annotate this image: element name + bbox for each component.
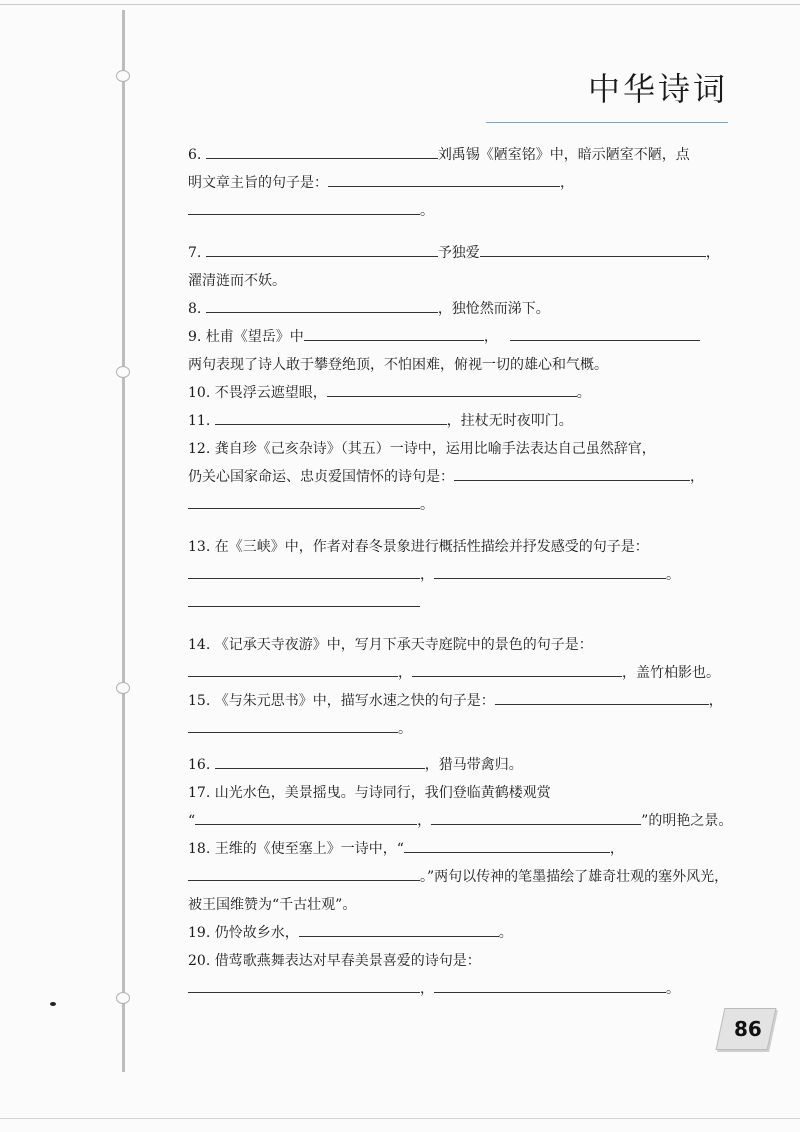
question-text: 山光水色，美景摇曳。与诗同行，我们登临黄鹤楼观赏 xyxy=(214,785,551,801)
page-top-edge xyxy=(0,4,800,5)
question-13-line3 xyxy=(188,589,733,617)
answer-blank[interactable] xyxy=(304,326,484,341)
question-6 xyxy=(188,141,733,169)
question-number: 13. xyxy=(188,539,211,555)
answer-blank[interactable] xyxy=(434,564,666,579)
question-15 xyxy=(188,687,733,715)
question-number: 8. xyxy=(188,301,202,317)
punctuation: ， xyxy=(483,329,498,345)
question-19 xyxy=(188,919,733,947)
punctuation: 。 xyxy=(420,203,434,219)
punctuation: ， xyxy=(708,693,723,709)
title-underline xyxy=(486,122,728,123)
question-18-line2 xyxy=(188,863,733,891)
answer-blank[interactable] xyxy=(495,690,709,705)
question-11 xyxy=(188,407,733,435)
answer-blank[interactable] xyxy=(188,592,420,607)
question-12-line2 xyxy=(188,463,733,491)
answer-blank[interactable] xyxy=(195,810,417,825)
question-9-line2 xyxy=(188,351,733,379)
question-number: 7. xyxy=(188,245,202,261)
answer-blank[interactable] xyxy=(188,866,420,881)
punctuation: ， xyxy=(398,665,412,681)
question-text: 予独爱 xyxy=(437,245,480,261)
question-7-line2 xyxy=(188,267,733,295)
page-title: 中华诗词 xyxy=(587,70,728,108)
punctuation: 。 xyxy=(398,721,412,737)
answer-blank[interactable] xyxy=(188,978,420,993)
answer-blank[interactable] xyxy=(188,200,420,215)
question-text: 仍怜故乡水， xyxy=(214,925,299,941)
question-6-line2 xyxy=(188,169,733,197)
punctuation: 。 xyxy=(498,925,513,941)
answer-blank[interactable] xyxy=(404,838,610,853)
punctuation: 。 xyxy=(666,981,680,997)
binding-line xyxy=(122,10,125,1072)
question-18 xyxy=(188,835,733,863)
question-text: 。”两句以传神的笔墨描绘了雄奇壮观的塞外风光， xyxy=(420,869,729,885)
answer-blank[interactable] xyxy=(188,494,420,509)
punctuation: 。 xyxy=(576,385,591,401)
answer-blank[interactable] xyxy=(206,144,438,159)
binding-hole xyxy=(116,992,130,1004)
answer-blank[interactable] xyxy=(454,466,690,481)
answer-blank[interactable] xyxy=(215,410,447,425)
punctuation: ， xyxy=(705,245,720,261)
punctuation: ， xyxy=(420,567,434,583)
question-text: 《与朱元思书》中，描写水速之快的句子是： xyxy=(214,693,495,709)
question-number: 6. xyxy=(188,147,202,163)
answer-blank[interactable] xyxy=(327,382,577,397)
question-17-line2 xyxy=(188,807,733,835)
answer-blank[interactable] xyxy=(510,326,700,341)
question-14-line2 xyxy=(188,659,733,687)
question-number: 19. xyxy=(188,925,211,941)
question-8 xyxy=(188,295,733,323)
answer-blank[interactable] xyxy=(328,172,560,187)
question-text: 在《三峡》中，作者对春冬景象进行概括性描绘并抒发感受的句子是： xyxy=(214,539,649,555)
question-text: 两句表现了诗人敢于攀登绝顶，不怕困难，俯视一切的雄心和气概。 xyxy=(188,357,608,373)
punctuation: “ xyxy=(188,813,196,829)
question-10 xyxy=(188,379,733,407)
question-12 xyxy=(188,435,733,463)
question-18-line3 xyxy=(188,891,733,919)
question-text: ，猎马带禽归。 xyxy=(424,757,523,773)
question-number: 18. xyxy=(188,841,211,857)
punctuation: ， xyxy=(560,175,574,191)
question-text: 《记承天寺夜游》中，写月下承天寺庭院中的景色的句子是： xyxy=(214,637,593,653)
punctuation: 。 xyxy=(420,497,434,513)
question-text: 仍关心国家命运、忠贞爱国情怀的诗句是： xyxy=(188,469,454,485)
question-text: 被王国维赞为“千古壮观”。 xyxy=(188,897,357,913)
question-12-line3 xyxy=(188,491,733,519)
question-text: ，拄杖无时夜叩门。 xyxy=(446,413,573,429)
page-bottom-edge xyxy=(0,1118,800,1119)
answer-blank[interactable] xyxy=(480,242,706,257)
punctuation: ， xyxy=(420,981,434,997)
question-number: 11. xyxy=(188,413,211,429)
question-number: 15. xyxy=(188,693,211,709)
question-number: 16. xyxy=(188,757,211,773)
question-number: 14. xyxy=(188,637,211,653)
question-number: 9. xyxy=(188,329,202,345)
question-text: 龚自珍《己亥杂诗》（其五）一诗中，运用比喻手法表达自己虽然辞官， xyxy=(214,441,656,457)
answer-blank[interactable] xyxy=(299,922,499,937)
question-9 xyxy=(188,323,733,351)
question-16 xyxy=(188,751,733,779)
punctuation: ， xyxy=(417,813,432,829)
question-text: 杜甫《望岳》中 xyxy=(205,329,304,345)
answer-blank[interactable] xyxy=(434,978,666,993)
answer-blank[interactable] xyxy=(412,662,622,677)
answer-blank[interactable] xyxy=(206,242,438,257)
question-number: 12. xyxy=(188,441,211,457)
question-text: ，独怆然而涕下。 xyxy=(437,301,550,317)
question-text: 刘禹锡《陋室铭》中，暗示陋室不陋，点 xyxy=(437,147,690,163)
answer-blank[interactable] xyxy=(206,298,438,313)
answer-blank[interactable] xyxy=(215,754,425,769)
binding-hole xyxy=(116,682,130,694)
question-7 xyxy=(188,239,733,267)
question-20 xyxy=(188,947,733,975)
binding-hole xyxy=(116,70,130,82)
question-list xyxy=(188,141,733,1003)
question-text: ”的明艳之景。 xyxy=(641,813,733,829)
question-number: 20. xyxy=(188,953,211,969)
question-17 xyxy=(188,779,733,807)
question-14 xyxy=(188,631,733,659)
answer-blank[interactable] xyxy=(188,564,420,579)
question-text: 明文章主旨的句子是： xyxy=(188,175,328,191)
question-text: 不畏浮云遮望眼， xyxy=(214,385,327,401)
answer-blank[interactable] xyxy=(188,718,398,733)
binding-hole xyxy=(116,366,130,378)
question-15-line2 xyxy=(188,715,733,743)
question-6-line3 xyxy=(188,197,733,225)
punctuation: ， xyxy=(609,841,624,857)
answer-blank[interactable] xyxy=(188,662,398,677)
punctuation: 。 xyxy=(666,567,680,583)
question-13-line2 xyxy=(188,561,733,589)
question-13 xyxy=(188,533,733,561)
question-number: 10. xyxy=(188,385,211,401)
punctuation: ， xyxy=(690,469,704,485)
page-number: 86 xyxy=(734,1017,762,1041)
answer-blank[interactable] xyxy=(431,810,641,825)
scan-speck xyxy=(50,1002,56,1006)
question-20-line2 xyxy=(188,975,733,1003)
question-text: 濯清涟而不妖。 xyxy=(188,273,286,289)
question-text: 借莺歌燕舞表达对早春美景喜爱的诗句是： xyxy=(214,953,481,969)
question-number: 17. xyxy=(188,785,211,801)
question-text: 王维的《使至塞上》一诗中，“ xyxy=(214,841,404,857)
question-text: ，盖竹柏影也。 xyxy=(622,665,720,681)
